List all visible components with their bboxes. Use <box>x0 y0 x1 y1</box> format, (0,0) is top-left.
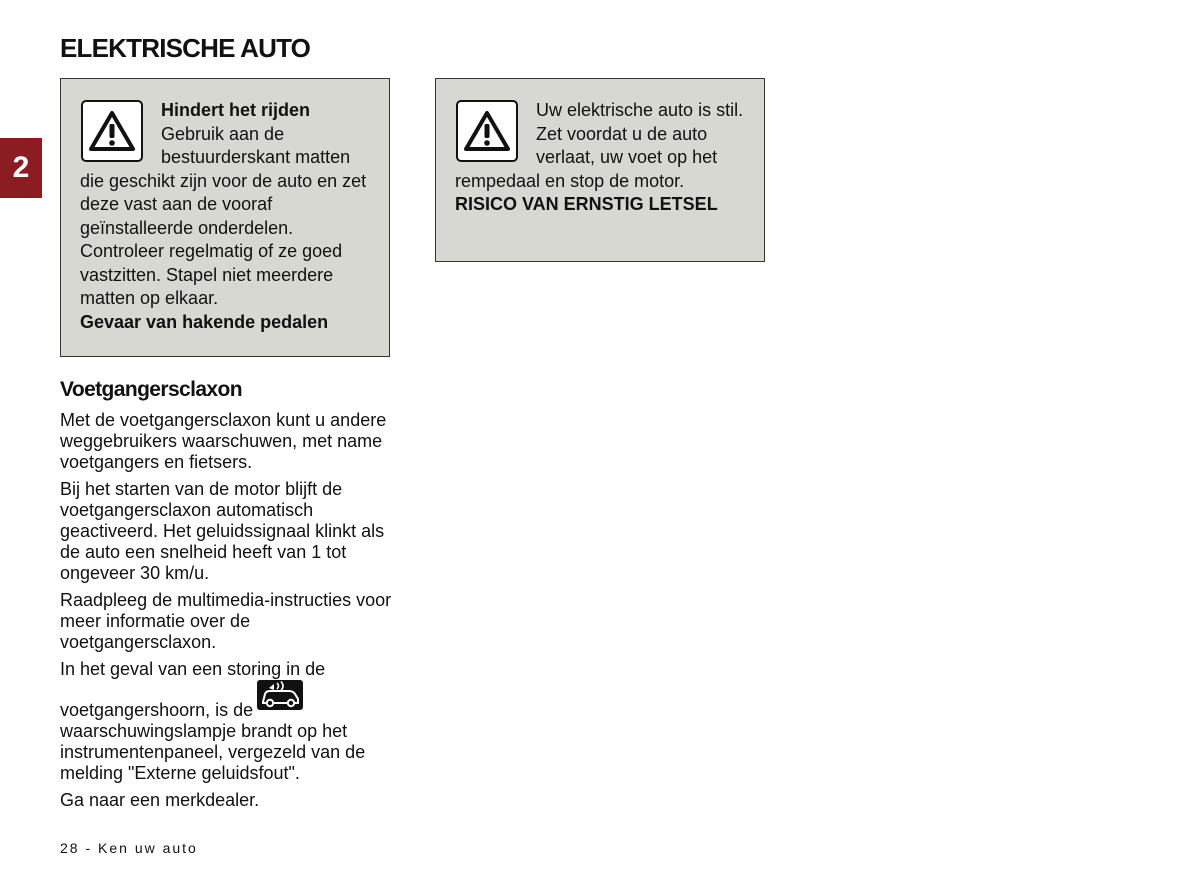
warning-emphasis: Gevaar van hakende pedalen <box>80 311 329 332</box>
warning-box-silent-car <box>435 78 765 262</box>
warning-text: Uw elektrische auto is stil. Zet voordat u de auto verlaat, uw voet op het rempedaal en stop de motor. <box>455 100 744 191</box>
warning-heading: Hindert het rijden <box>161 100 311 120</box>
horn-text-after: waarschuwingslampje brandt op het instrumentenpaneel, vergezeld van de melding "Externe geluidsfout". <box>60 721 366 783</box>
warning-emphasis: RISICO VAN ERNSTIG LETSEL <box>455 194 718 214</box>
page-title: ELEKTRISCHE AUTO <box>60 33 311 63</box>
section-heading: Voetgangersclaxon <box>60 378 242 401</box>
paragraph: Bij het starten van de motor blijft de voetgangersclaxon automatisch geactiveerd. Het geluidssignaal klinkt als de auto een snelheid heeft van 1 tot ongeveer 30 km/u. <box>60 479 385 583</box>
section-body <box>60 410 400 817</box>
warning-box-floor-mats <box>60 78 390 357</box>
pedestrian-horn-warning-icon <box>257 680 303 710</box>
paragraph: In het geval van een storing in de <box>60 659 326 679</box>
warning-text: Gebruik aan de bestuurderskant matten die geschikt zijn voor de auto en zet deze vast aan de vooraf geïnstalleerde onderdelen. Controleer regelmatig of ze goed vastzitten. Stapel niet meerdere matten op elkaar. <box>80 123 367 308</box>
chapter-tab: 2 <box>0 138 42 198</box>
horn-text-before: voetgangershoorn, is de <box>60 700 254 720</box>
paragraph: Raadpleeg de multimedia-instructies voor meer informatie over de voetgangersclaxon. <box>60 590 392 652</box>
paragraph: Met de voetgangersclaxon kunt u andere weggebruikers waarschuwen, met name voetgangers en fietsers. <box>60 410 387 472</box>
warning-triangle-icon <box>456 100 518 162</box>
warning-triangle-icon <box>81 100 143 162</box>
horn-paragraph <box>60 690 400 784</box>
page-footer: 28 - Ken uw auto <box>60 840 198 856</box>
paragraph-final: Ga naar een merkdealer. <box>60 790 260 810</box>
